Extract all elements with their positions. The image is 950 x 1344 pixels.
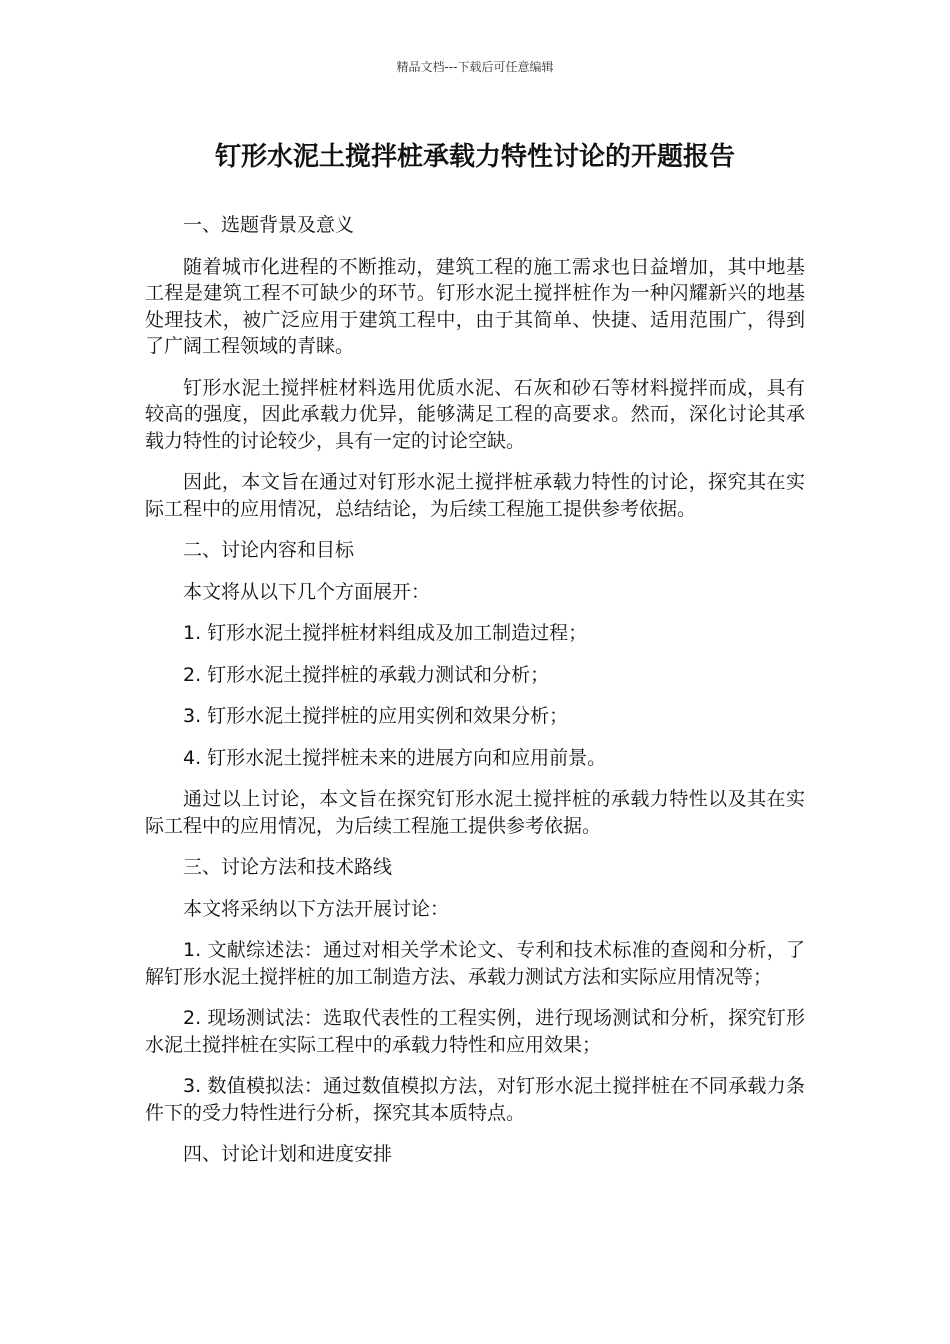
section-heading-content: 二、讨论内容和目标 xyxy=(183,539,355,561)
paragraph-background-2: 钉形水泥土搅拌桩材料选用优质水泥、石灰和砂石等材料搅拌而成，具有较高的强度，因此承载力优异，能够满足工程的高要求。然而，深化讨论其承载力特性的讨论较少，具有一定的讨论空缺。 xyxy=(145,376,805,452)
list-item-content-2: 2. 钉形水泥土搅拌桩的承载力测试和分析； xyxy=(183,663,550,686)
section-heading-schedule: 四、讨论计划和进度安排 xyxy=(183,1143,393,1165)
paragraph-content-intro: 本文将从以下几个方面展开： xyxy=(183,580,431,603)
section-heading-background: 一、选题背景及意义 xyxy=(183,214,355,236)
paragraph-background-3: 因此，本文旨在通过对钉形水泥土搅拌桩承载力特性的讨论，探究其在实际工程中的应用情况，总结结论，为后续工程施工提供参考依据。 xyxy=(145,471,805,520)
list-item-method-1: 1. 文献综述法：通过对相关学术论文、专利和技术标准的查阅和分析，了解钉形水泥土搅拌桩的加工制造方法、承载力测试方法和实际应用情况等； xyxy=(145,939,805,988)
header-note: 精品文档---下载后可任意编辑 xyxy=(396,60,554,74)
document-body xyxy=(145,212,805,1183)
paragraph-content-summary: 通过以上讨论，本文旨在探究钉形水泥土搅拌桩的承载力特性以及其在实际工程中的应用情况，为后续工程施工提供参考依据。 xyxy=(145,788,805,837)
paragraph-methods-intro: 本文将采纳以下方法开展讨论： xyxy=(183,897,450,920)
list-item-content-4: 4. 钉形水泥土搅拌桩未来的进展方向和应用前景。 xyxy=(183,746,607,769)
paragraph-background-1: 随着城市化进程的不断推动，建筑工程的施工需求也日益增加，其中地基工程是建筑工程不可缺少的环节。钉形水泥土搅拌桩作为一种闪耀新兴的地基处理技术，被广泛应用于建筑工程中，由于其简单、快捷、适用范围广，得到了广阔工程领域的青睐。 xyxy=(145,255,805,357)
document-title: 钉形水泥土搅拌桩承载力特性讨论的开题报告 xyxy=(214,142,735,172)
list-item-content-1: 1. 钉形水泥土搅拌桩材料组成及加工制造过程； xyxy=(183,622,588,644)
list-item-method-2: 2. 现场测试法：选取代表性的工程实例，进行现场测试和分析，探究钉形水泥土搅拌桩在实际工程中的承载力特性和应用效果； xyxy=(145,1007,805,1056)
section-heading-methods: 三、讨论方法和技术路线 xyxy=(183,856,393,878)
list-item-content-3: 3. 钉形水泥土搅拌桩的应用实例和效果分析； xyxy=(183,705,569,727)
list-item-method-3: 3. 数值模拟法：通过数值模拟方法，对钉形水泥土搅拌桩在不同承载力条件下的受力特性进行分析，探究其本质特点。 xyxy=(145,1075,805,1124)
